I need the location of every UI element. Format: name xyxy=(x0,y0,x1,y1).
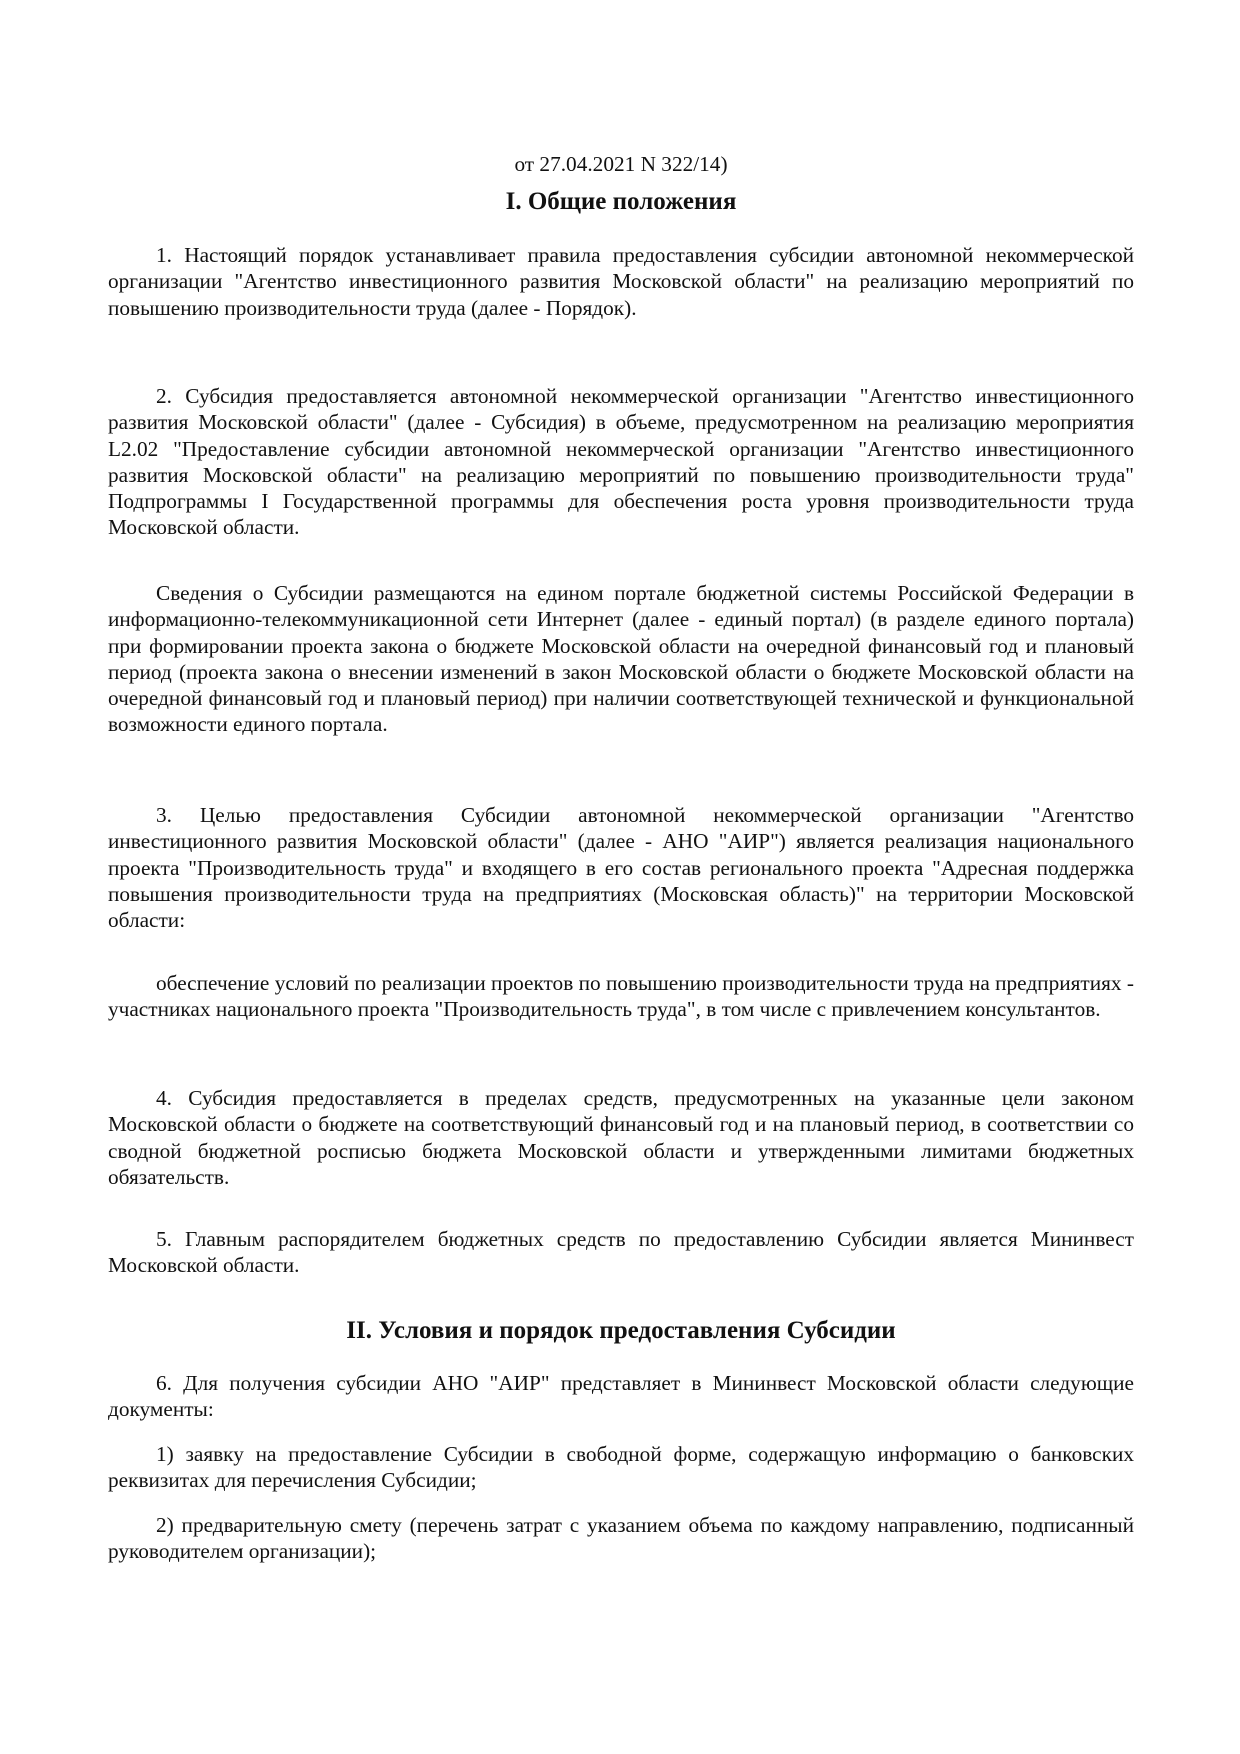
section-2-heading: II. Условия и порядок предоставления Субсидии xyxy=(346,1317,896,1344)
paragraph-2: 2. Субсидия предоставляется автономной некоммерческой организации "Агентство инвестиционного развития Московской области" (далее - Субсидия) в объеме, предусмотренном на реализацию мероприятия L2.02 "Предоставление субсидии автономной некоммерческой организации "Агентство инвестиционного развития Московской области" на реализацию мероприятий по повышению производительности труда" Подпрограммы I Государственной программы для обеспечения роста уровня производительности труда Московской области. xyxy=(108,384,1134,540)
paragraph-portal-info: Сведения о Субсидии размещаются на едином портале бюджетной системы Российской Федерации в информационно-телекоммуникационной сети Интернет (далее - единый портал) (в разделе единого портала) при формировании проекта закона о бюджете Московской области на очередной финансовый год и плановый период (проекта закона о внесении изменений в закон Московской области о бюджете Московской области на очередной финансовый год и плановый период) при наличии соответствующей технической и функциональной возможности единого портала. xyxy=(108,581,1134,737)
paragraph-6-item-1: 1) заявку на предоставление Субсидии в свободной форме, содержащую информацию о банковских реквизитах для перечисления Субсидии; xyxy=(108,1442,1134,1493)
paragraph-1: 1. Настоящий порядок устанавливает правила предоставления субсидии автономной некоммерческой организации "Агентство инвестиционного развития Московской области" на реализацию мероприятий по повышению производительности труда (далее - Порядок). xyxy=(108,243,1134,320)
paragraph-5: 5. Главным распорядителем бюджетных средств по предоставлению Субсидии является Мининвест Московской области. xyxy=(108,1227,1134,1278)
paragraph-3-goal: обеспечение условий по реализации проектов по повышению производительности труда на предприятиях - участниках национального проекта "Производительность труда", в том числе с привлечением консультантов. xyxy=(108,971,1134,1022)
paragraph-4: 4. Субсидия предоставляется в пределах средств, предусмотренных на указанные цели законом Московской области о бюджете на соответствующий финансовый год и на плановый период, в соответствии со сводной бюджетной росписью бюджета Московской области и утвержденными лимитами бюджетных обязательств. xyxy=(108,1086,1134,1189)
paragraph-3: 3. Целью предоставления Субсидии автономной некоммерческой организации "Агентство инвестиционного развития Московской области" (далее - АНО "АИР") является реализация национального проекта "Производительность труда" и входящего в его состав регионального проекта "Адресная поддержка повышения производительности труда на предприятиях (Московская область)" на территории Московской области: xyxy=(108,803,1134,933)
document-reference-line: от 27.04.2021 N 322/14) xyxy=(514,152,728,176)
paragraph-6-item-2: 2) предварительную смету (перечень затрат с указанием объема по каждому направлению, подписанный руководителем организации); xyxy=(108,1513,1134,1564)
paragraph-6: 6. Для получения субсидии АНО "АИР" представляет в Мининвест Московской области следующие документы: xyxy=(108,1371,1134,1422)
section-1-heading: I. Общие положения xyxy=(505,188,737,215)
